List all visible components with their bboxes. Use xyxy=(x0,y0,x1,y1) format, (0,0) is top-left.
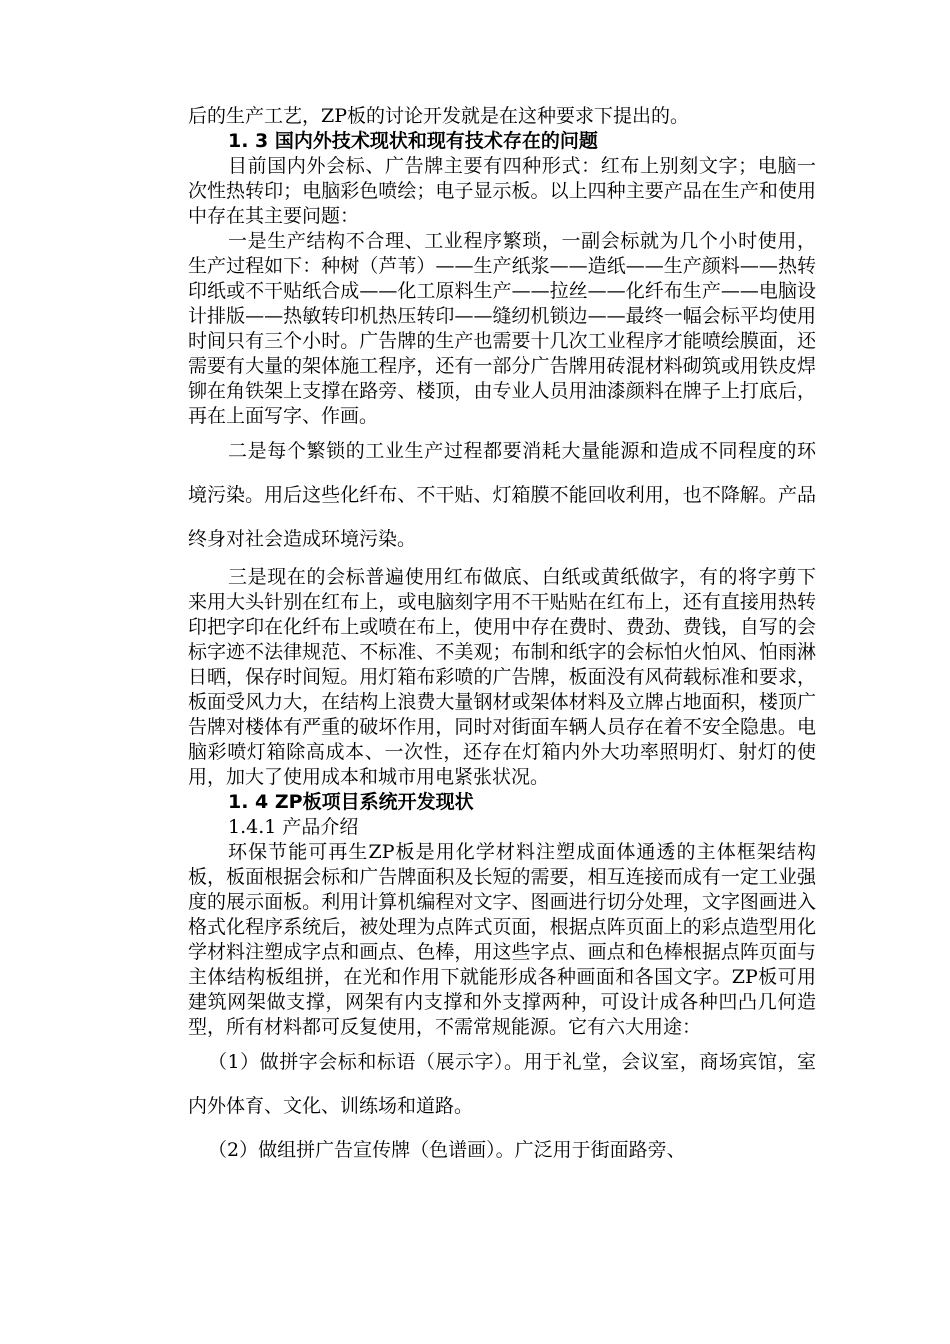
paragraph-continuation: 后的生产工艺，ZP板的讨论开发就是在这种要求下提出的。 xyxy=(188,105,689,127)
section-heading-1-3: 1. 3 国内外技术现状和现有技术存在的问题 xyxy=(228,130,598,152)
paragraph-current-forms: 目前国内外会标、广告牌主要有四种形式：红布上别刻文字；电脑一次性热转印；电脑彩色喷绘；电子显示板。以上四种主要产品在生产和使用中存在其主要问题： xyxy=(188,155,816,227)
section-heading-1-4: 1. 4 ZP板项目系统开发现状 xyxy=(228,791,474,813)
paragraph-problem-two: 二是每个繁锁的工业生产过程都要消耗大量能源和造成不同程度的环境污染。用后这些化纤布、不干贴、灯箱膜不能回收利用，也不降解。产品终身对社会造成环境污染。 xyxy=(188,440,816,550)
paragraph-problem-three: 三是现在的会标普遍使用红布做底、白纸或黄纸做字，有的将字剪下来用大头针别在红布上，或电脑刻字用不干贴贴在红布上，还有直接用热转印把字印在化纤布上或喷在布上，使用中存在费时、费劲、费钱，自写的会标字迹不法律规范、不标准、不美观；布制和纸字的会标怕火怕风、怕雨淋日晒，保存时间短。用灯箱布彩喷的广告牌，板面没有风荷载标准和要求，板面受风力大，在结构上浪费大量钢材或架体材料及立牌占地面积，楼顶广告牌对楼体有严重的破坏作用，同时对街面车辆人员存在着不安全隐患。电脑彩喷灯箱除高成本、一次性，还存在灯箱内外大功率照明灯、射灯的使用，加大了使用成本和城市用电紧张状况。 xyxy=(188,566,816,788)
paragraph-use-one: （1）做拼字会标和标语（展示字）。用于礼堂，会议室，商场宾馆，室内外体育、文化、训练场和道路。 xyxy=(188,1051,816,1117)
paragraph-product-intro: 环保节能可再生ZP板是用化学材料注塑成面体通透的主体框架结构板，板面根据会标和广告牌面积及长短的需要，相互连接而成有一定工业强度的展示面板。利用计算机编程对文字、图画进行切分处理，文字图画进入格式化程序系统后，被处理为点阵式页面，根据点阵页面上的彩点造型用化学材料注塑成字点和画点、色棒，用这些字点、画点和色棒根据点阵页面与主体结构板组拼，在光和作用下就能形成各种画面和各国文字。ZP板可用建筑网架做支撑，网架有内支撑和外支撑两种，可设计成各种凹凸几何造型，所有材料都可反复使用，不需常规能源。它有六大用途： xyxy=(188,841,816,1038)
subsection-heading-1-4-1: 1.4.1 产品介绍 xyxy=(228,816,359,838)
document-page xyxy=(188,104,816,1172)
paragraph-problem-one: 一是生产结构不合理、工业程序繁琐，一副会标就为几个小时使用，生产过程如下：种树（芦苇）——生产纸浆——造纸——生产颜料——热转印纸或不干贴纸合成——化工原料生产——拉丝——化纤布生产——电脑设计排版——热敏转印机热压转印——缝纫机锁边——最终一幅会标平均使用时间只有三个小时。广告牌的生产也需要十几次工业程序才能喷绘膜面，还需要有大量的架体施工程序，还有一部分广告牌用砖混材料砌筑或用铁皮焊铆在角铁架上支撑在路旁、楼顶，由专业人员用油漆颜料在牌子上打底后，再在上面写字、作画。 xyxy=(188,230,816,427)
paragraph-use-two: （2）做组拼广告宣传牌（色谱画）。广泛用于街面路旁、 xyxy=(208,1139,686,1161)
